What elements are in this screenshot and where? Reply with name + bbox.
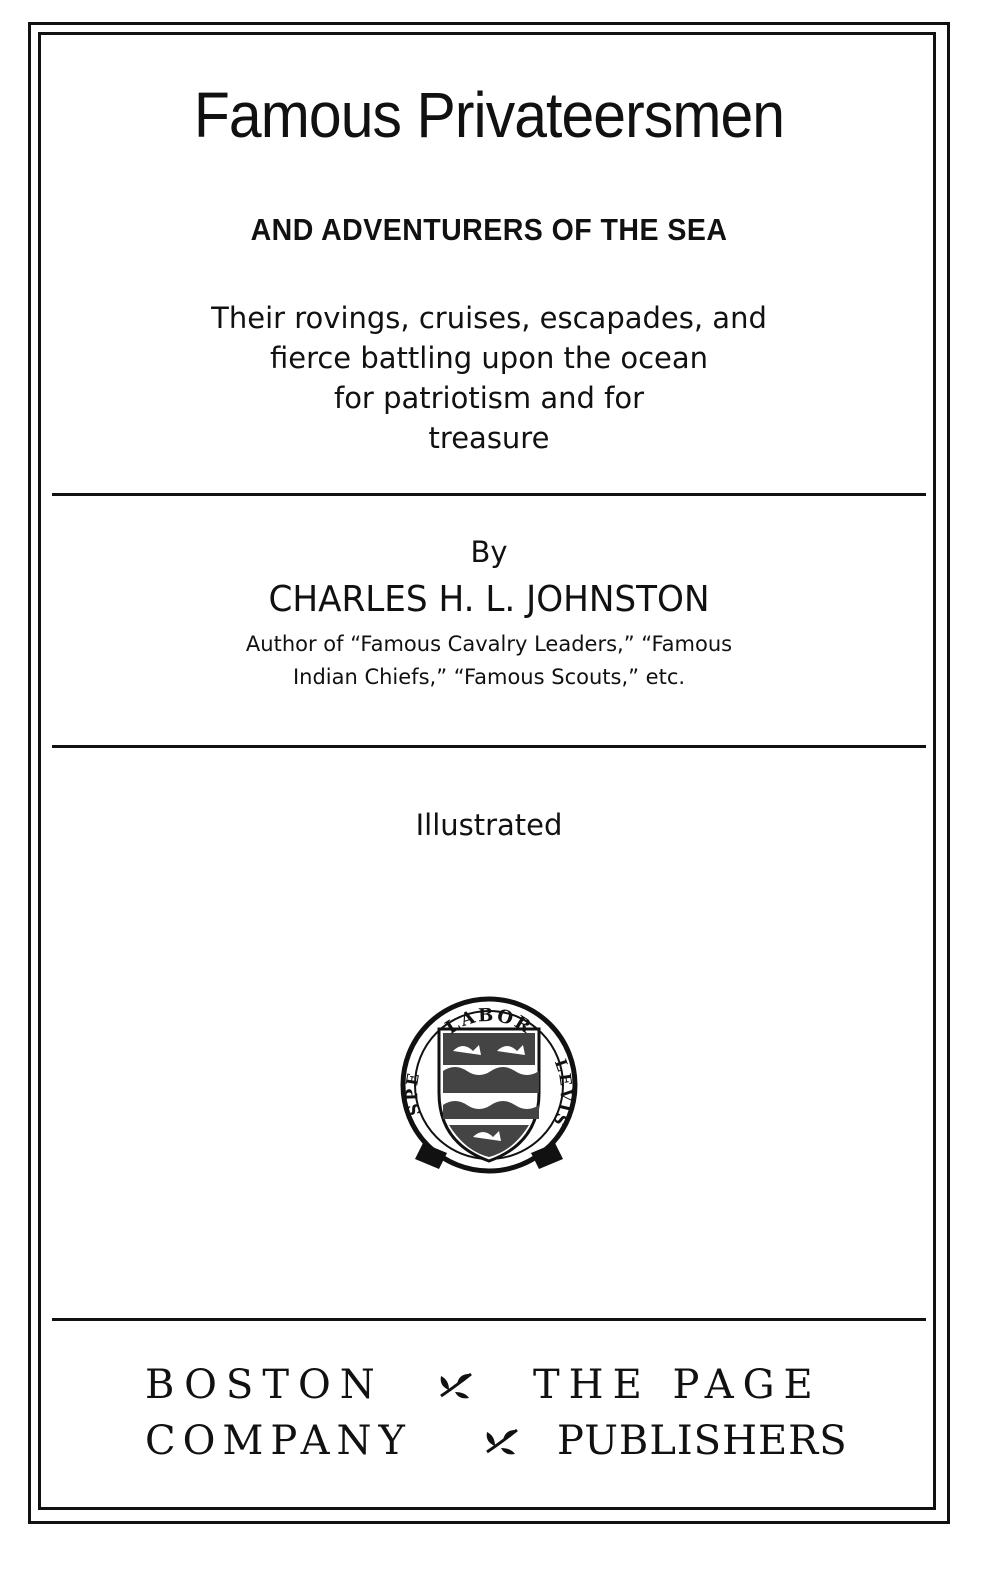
illustrated-label: Illustrated [415,808,563,842]
other-works-line: Indian Chiefs,” “Famous Scouts,” etc. [292,665,686,689]
publisher-word: PUBLISHERS [557,1418,848,1464]
blurb-line: fierce battling upon the ocean [269,341,709,375]
author-name: CHARLES H. L. JOHNSTON [268,579,710,620]
book-subtitle: AND ADVENTURERS OF THE SEA [250,212,728,247]
divider-rule [52,1318,926,1321]
leaf-ornament-icon [483,1426,521,1456]
svg-text:LEVIS [549,1056,576,1130]
leaf-ornament-icon [437,1370,475,1400]
publisher-word: THE PAGE [533,1362,822,1408]
divider-rule [52,745,926,748]
svg-text:SPE [402,1070,425,1117]
publisher-seal-icon [393,993,585,1178]
seal-motto-top: LABOR [441,1004,537,1039]
by-label: By [470,535,508,569]
blurb-line: Their rovings, cruises, escapades, and [211,301,767,335]
publisher-word: BOSTON [145,1362,384,1408]
blurb-line: treasure [428,421,550,455]
other-works-line: Author of “Famous Cavalry Leaders,” “Famous [245,632,733,656]
blurb-line: for patriotism and for [333,381,645,415]
seal-motto-left: SPE [401,1069,425,1118]
book-title: Famous Privateersmen [193,79,785,151]
seal-motto-right: LEVIS [548,1056,577,1131]
inner-border [38,32,936,1510]
publisher-word: COMPANY [145,1418,412,1464]
divider-rule [52,493,926,496]
